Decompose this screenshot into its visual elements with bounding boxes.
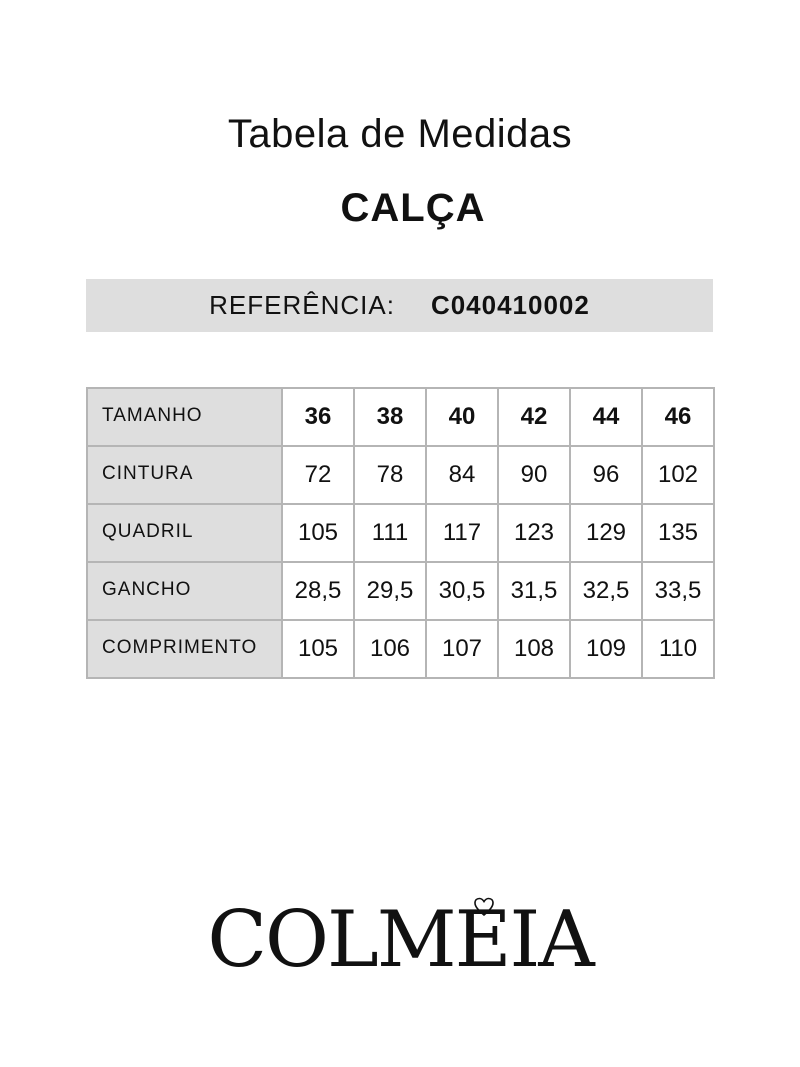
row-label: QUADRIL (87, 504, 282, 562)
row-label: COMPRIMENTO (87, 620, 282, 678)
table-cell: 33,5 (642, 562, 714, 620)
table-cell: 105 (282, 620, 354, 678)
table-cell: 129 (570, 504, 642, 562)
table-cell: 46 (642, 388, 714, 446)
table-cell: 109 (570, 620, 642, 678)
row-label: GANCHO (87, 562, 282, 620)
table-cell: 110 (642, 620, 714, 678)
heart-icon (473, 897, 495, 917)
page-title: Tabela de Medidas (227, 112, 573, 156)
table-cell: 90 (498, 446, 570, 504)
table-cell: 78 (354, 446, 426, 504)
table-cell: 105 (282, 504, 354, 562)
reference-value: C040410002 (430, 290, 590, 320)
table-cell: 44 (570, 388, 642, 446)
reference-label: REFERÊNCIA: (209, 290, 395, 320)
table-row (87, 620, 714, 678)
table-cell: 84 (426, 446, 498, 504)
table-cell: 36 (282, 388, 354, 446)
table-cell: 38 (354, 388, 426, 446)
table-cell: 135 (642, 504, 714, 562)
table-cell: 96 (570, 446, 642, 504)
table-cell: 29,5 (354, 562, 426, 620)
reference-bar (86, 279, 713, 332)
table-row (87, 504, 714, 562)
table-cell: 107 (426, 620, 498, 678)
table-row (87, 388, 714, 446)
table-cell: 28,5 (282, 562, 354, 620)
table-cell: 32,5 (570, 562, 642, 620)
size-table (86, 387, 715, 679)
table-cell: 30,5 (426, 562, 498, 620)
table-cell: 102 (642, 446, 714, 504)
table-cell: 42 (498, 388, 570, 446)
table-row (87, 446, 714, 504)
table-cell: 40 (426, 388, 498, 446)
logo-text: COLMEIA (207, 895, 593, 985)
table-cell: 108 (498, 620, 570, 678)
table-cell: 72 (282, 446, 354, 504)
table-cell: 106 (354, 620, 426, 678)
brand-logo (0, 895, 800, 985)
row-label: CINTURA (87, 446, 282, 504)
table-row (87, 562, 714, 620)
table-cell: 111 (354, 504, 426, 562)
page-subtitle: CALÇA (340, 186, 486, 230)
table-cell: 31,5 (498, 562, 570, 620)
table-cell: 123 (498, 504, 570, 562)
table-cell: 117 (426, 504, 498, 562)
row-label: TAMANHO (87, 388, 282, 446)
